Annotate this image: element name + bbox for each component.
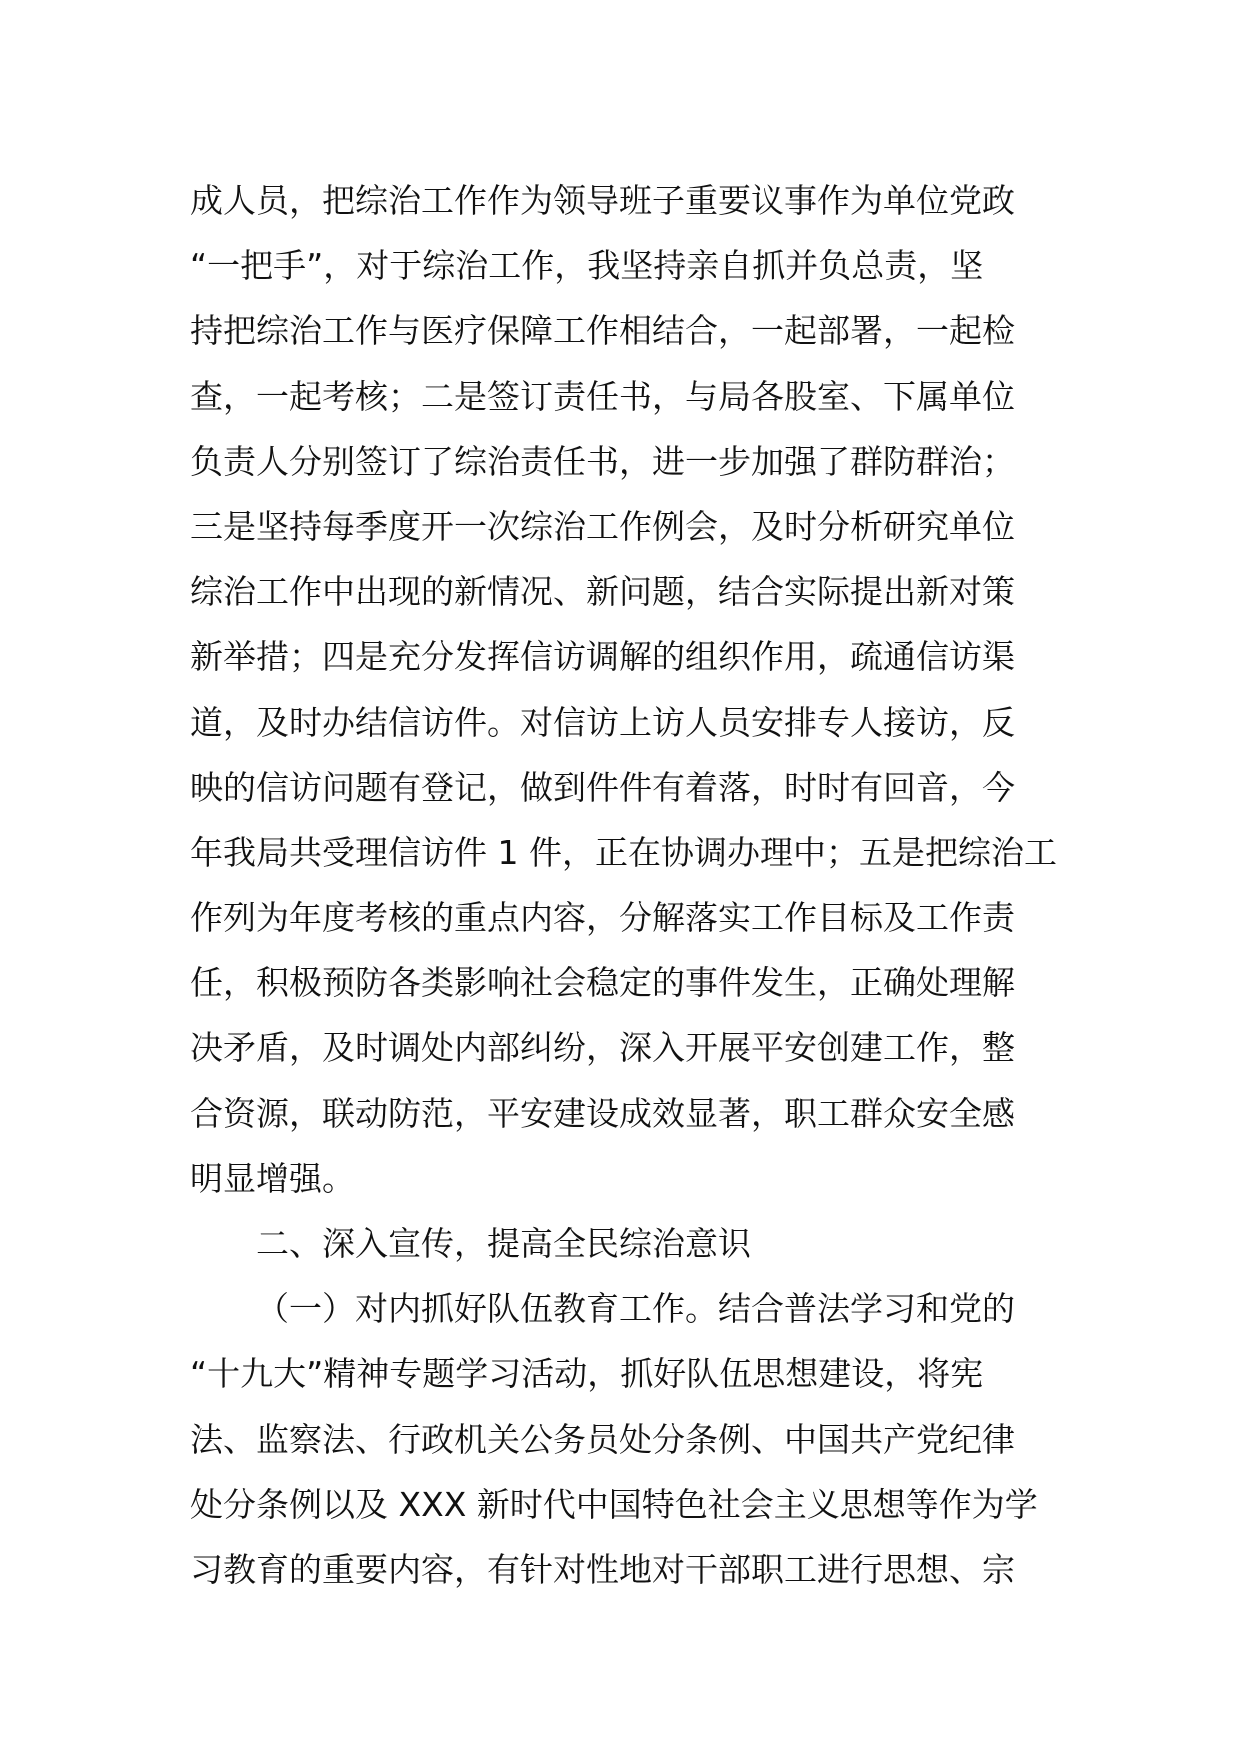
text-line: 映的信访问题有登记，做到件件有着落，时时有回音，今 — [190, 767, 1015, 807]
text-line: 法、监察法、行政机关公务员处分条例、中国共产党纪律 — [190, 1419, 1015, 1459]
section-heading: 二、深入宣传，提高全民综治意识 — [256, 1224, 751, 1263]
text-line: 成人员，把综治工作作为领导班子重要议事作为单位党政 — [190, 181, 1015, 220]
subsection-first-line: （一）对内抓好队伍教育工作。结合普法学习和党的 — [256, 1289, 1015, 1329]
text-line: 综治工作中出现的新情况、新问题，结合实际提出新对策 — [190, 572, 1015, 612]
text-line: 处分条例以及 XXX 新时代中国特色社会主义思想等作为学 — [190, 1484, 1038, 1524]
text-line: 新举措；四是充分发挥信访调解的组织作用，疏通信访渠 — [190, 637, 1015, 677]
body-text — [190, 168, 1060, 1602]
text-line: 任，积极预防各类影响社会稳定的事件发生，正确处理解 — [190, 963, 1015, 1003]
text-line: 作列为年度考核的重点内容，分解落实工作目标及工作责 — [190, 898, 1015, 938]
text-line: 负责人分别签订了综治责任书，进一步加强了群防群治； — [190, 441, 1015, 481]
text-line: 年我局共受理信访件 1 件，正在协调办理中；五是把综治工 — [190, 832, 1057, 872]
text-line: 查，一起考核；二是签订责任书，与局各股室、下属单位 — [190, 376, 1015, 416]
text-line: 三是坚持每季度开一次综治工作例会，及时分析研究单位 — [190, 506, 1015, 546]
text-line: 合资源，联动防范，平安建设成效显著，职工群众安全感 — [190, 1093, 1015, 1133]
text-line: 明显增强。 — [190, 1158, 355, 1198]
text-line: 决矛盾，及时调处内部纠纷，深入开展平安创建工作，整 — [190, 1028, 1015, 1068]
text-line: 持把综治工作与医疗保障工作相结合，一起部署，一起检 — [190, 311, 1015, 351]
text-line: 道，及时办结信访件。对信访上访人员安排专人接访，反 — [190, 702, 1015, 742]
text-line: 习教育的重要内容，有针对性地对干部职工进行思想、宗 — [190, 1549, 1015, 1589]
text-line: “十九大”精神专题学习活动，抓好队伍思想建设，将宪 — [190, 1354, 984, 1394]
text-line: “一把手”，对于综治工作，我坚持亲自抓并负总责，坚 — [190, 246, 984, 286]
